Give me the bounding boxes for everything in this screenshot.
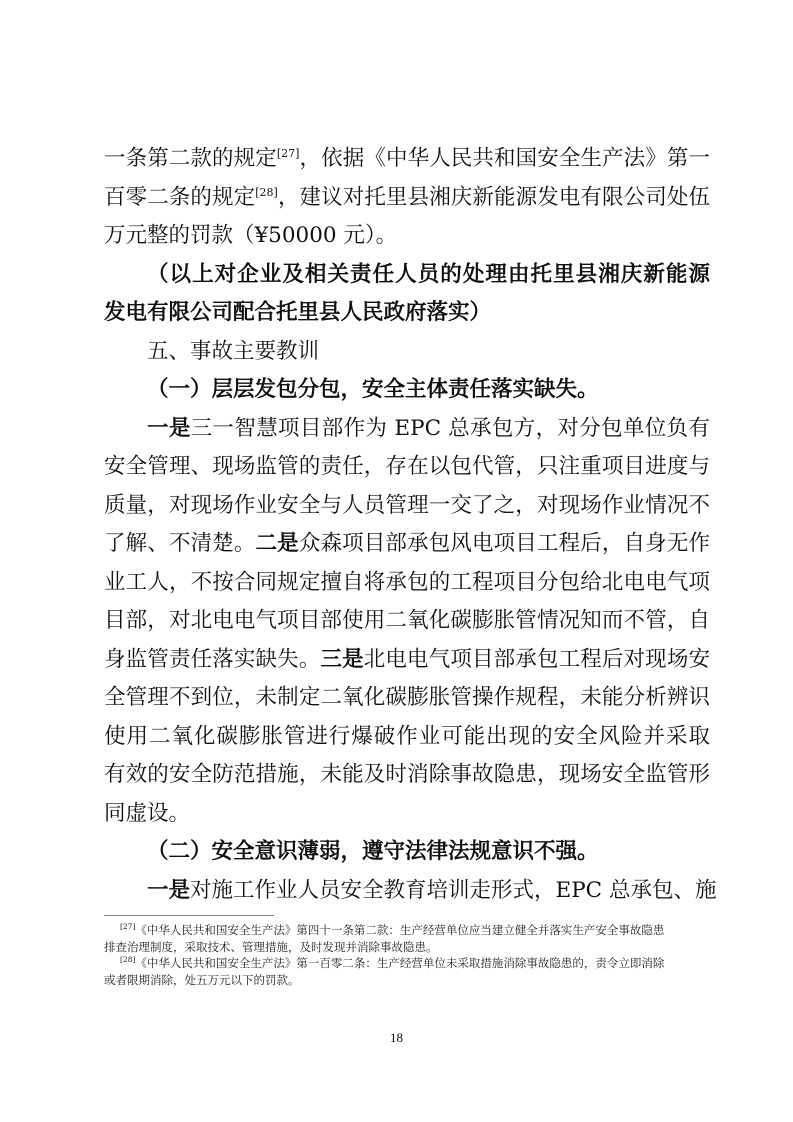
paragraph-line: 一是三一智慧项目部作为 EPC 总承包方，对分包单位负有 <box>147 415 710 441</box>
paragraph-line: 质量，对现场作业安全与人员管理一交了之，对现场作业情况不 <box>104 492 710 518</box>
paragraph-line: 万元整的罚款（¥50000 元）。 <box>104 223 398 248</box>
paragraph-line: 了解、不清楚。二是众森项目部承包风电项目工程后，自身无作 <box>104 531 710 556</box>
footnote-28-cont: 或者限期消除，处五万元以下的罚款。 <box>104 972 300 987</box>
footnote-divider <box>104 915 274 916</box>
paragraph-line: 目部，对北电电气项目部使用二氧化碳膨胀管情况知而不管，自 <box>104 608 710 633</box>
paragraph-line: 百零二条的规定[28]，建议对托里县湘庆新能源发电有限公司处伍 <box>104 184 710 210</box>
paragraph-line: 有效的安全防范措施，未能及时消除事故隐患，现场安全监管形 <box>104 762 710 787</box>
subsection-heading: （一）层层发包分包，安全主体责任落实缺失。 <box>147 377 599 402</box>
section-heading: 五、事故主要教训 <box>147 338 320 364</box>
footnote-27-cont: 排查治理制度，采取技术、管理措施，及时发现并消除事故隐患。 <box>104 939 438 954</box>
footnote-28: [28]《中华人民共和国安全生产法》第一百零二条：生产经营单位未采取措施消除事故隐患的，责令立即消除 <box>120 955 665 970</box>
footnote-ref-27[interactable]: [27] <box>276 146 300 160</box>
footnotes <box>104 922 710 988</box>
page-number: 18 <box>390 1030 403 1045</box>
bold-note-line: （以上对企业及相关责任人员的处理由托里县湘庆新能源 <box>147 261 710 287</box>
paragraph-line: 使用二氧化碳膨胀管进行爆破作业可能出现的安全风险并采取 <box>104 723 710 749</box>
paragraph-line: 一条第二款的规定[27]，依据《中华人民共和国安全生产法》第一 <box>104 146 710 171</box>
paragraph-line: 同虚设。 <box>104 800 191 826</box>
paragraph-line: 一是对施工作业人员安全教育培训走形式，EPC 总承包、施 <box>147 877 717 903</box>
footnote-27: [27]《中华人民共和国安全生产法》第四十一条第二款：生产经营单位应当建立健全并落实生产安全事故隐患 <box>120 922 665 937</box>
paragraph-line: 安全管理、现场监管的责任，存在以包代管，只注重项目进度与 <box>104 454 710 479</box>
paragraph-line: 身监管责任落实缺失。三是北电电气项目部承包工程后对现场安 <box>104 646 710 672</box>
paragraph-line: 全管理不到位，未制定二氧化碳膨胀管操作规程，未能分析辨识 <box>104 685 710 710</box>
body-text <box>104 140 717 910</box>
subsection-heading: （二）安全意识薄弱，遵守法律法规意识不强。 <box>147 839 599 864</box>
footnote-ref-28[interactable]: [28] <box>255 185 278 199</box>
paragraph-line: 业工人，不按合同规定擅自将承包的工程项目分包给北电电气项 <box>104 569 710 595</box>
bold-note-line: 发电有限公司配合托里县人民政府落实） <box>104 300 492 325</box>
